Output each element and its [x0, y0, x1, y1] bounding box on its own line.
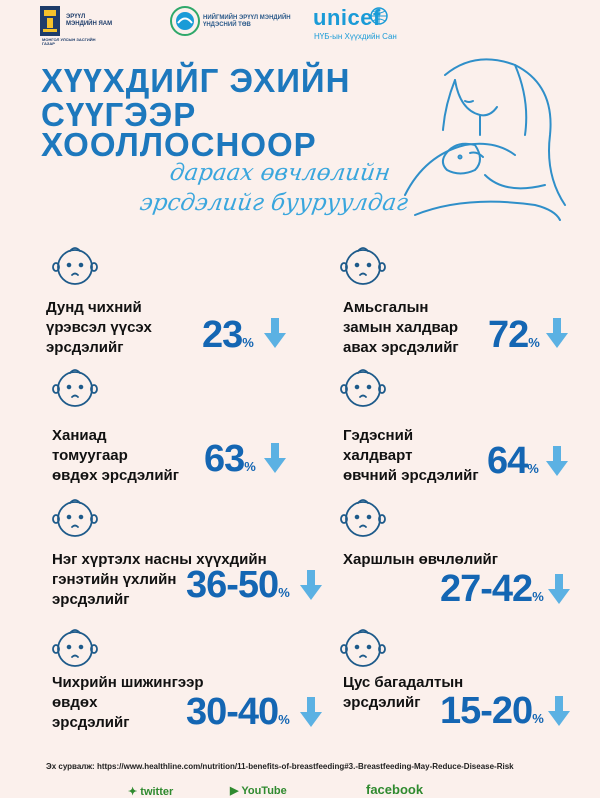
main-title-line-2: СҮҮГЭЭР [41, 96, 197, 133]
baby-face-icon [50, 365, 100, 409]
main-title-line-3: ХООЛЛОСНООР [41, 126, 317, 163]
risk-label: Цус багадалтын эрсдэлийг [343, 674, 464, 711]
risk-percentage: 30-40% [186, 691, 290, 733]
youtube-link[interactable]: ▶ YouTube [230, 785, 287, 797]
unicef-globe-icon [370, 7, 388, 25]
risk-percentage: 23% [202, 314, 254, 356]
baby-face-icon [50, 243, 100, 287]
twitter-icon: ✦ [128, 786, 138, 798]
down-arrow-icon [548, 696, 570, 726]
down-arrow-icon [548, 574, 570, 604]
risk-percentage: 36-50% [186, 564, 290, 606]
risk-percentage: 64% [487, 440, 539, 482]
risk-percentage: 27-42% [440, 568, 544, 610]
main-title-line-1: ХҮҮХДИЙГ ЭХИЙН [41, 62, 351, 99]
down-arrow-icon [300, 697, 322, 727]
baby-face-icon [338, 625, 388, 669]
risk-label: Гэдэсний халдварт өвчний эрсдэлийг [343, 427, 479, 484]
down-arrow-icon [300, 570, 322, 600]
risk-label: Ханиад томуугаар өвдөх эрсдэлийг [52, 427, 180, 484]
baby-face-icon [50, 495, 100, 539]
down-arrow-icon [546, 318, 568, 348]
risk-label: Нэг хүртэлх насны хүүхдийн гэнэтийн үхлийн эрсдэлийг [52, 551, 267, 608]
baby-face-icon [338, 243, 388, 287]
header [0, 0, 600, 45]
down-arrow-icon [264, 318, 286, 348]
unicef-subtitle: НҮБ-ын Хүүхдийн Сан [314, 32, 397, 41]
ministry-emblem-icon [40, 6, 60, 36]
risk-label: Амьсгалын замын халдвар авах эрсдэлийг [343, 299, 459, 356]
twitter-link[interactable]: ✦ twitter [128, 786, 174, 798]
baby-face-icon [338, 495, 388, 539]
down-arrow-icon [264, 443, 286, 473]
public-health-center-logo-icon [170, 6, 200, 36]
risk-label: Дунд чихний үрэвсэл үүсэх эрсдэлийг [46, 299, 152, 356]
source-citation: Эх сурвалж: https://www.healthline.com/nutrition/11-benefits-of-breastfeeding#3.-Breastfeeding-May-Reduce-Disease-Risk [46, 762, 514, 771]
unicef-logo-text: unicef [313, 5, 381, 30]
public-health-center-label: НИЙГМИЙН ЭРҮҮЛ МЭНДИЙН ҮНДЭСНИЙ ТӨВ [203, 15, 291, 28]
mother-breastfeeding-illustration [385, 45, 585, 225]
down-arrow-icon [546, 446, 568, 476]
risk-label: Чихрийн шижингээр өвдөх эрсдэлийг [52, 674, 204, 731]
baby-face-icon [50, 625, 100, 669]
risk-percentage: 72% [488, 314, 540, 356]
risk-percentage: 15-20% [440, 690, 544, 732]
baby-face-icon [338, 365, 388, 409]
risk-label: Харшлын өвчлөлийг [343, 551, 499, 568]
subtitle-line-2: эрсдэлийг бууруулдаг [138, 190, 410, 216]
ministry-health-label: ЭРҮҮЛ МЭНДИЙН ЯАМ [66, 14, 113, 27]
risk-percentage: 63% [204, 438, 256, 480]
subtitle-line-1: дараах өвчлөлийн [168, 160, 393, 186]
ministry-small-label: МОНГОЛ УЛСЫН ЗАСГИЙН ГАЗАР [42, 37, 96, 46]
facebook-link[interactable]: facebook [366, 782, 424, 797]
youtube-icon: ▶ [230, 785, 239, 797]
